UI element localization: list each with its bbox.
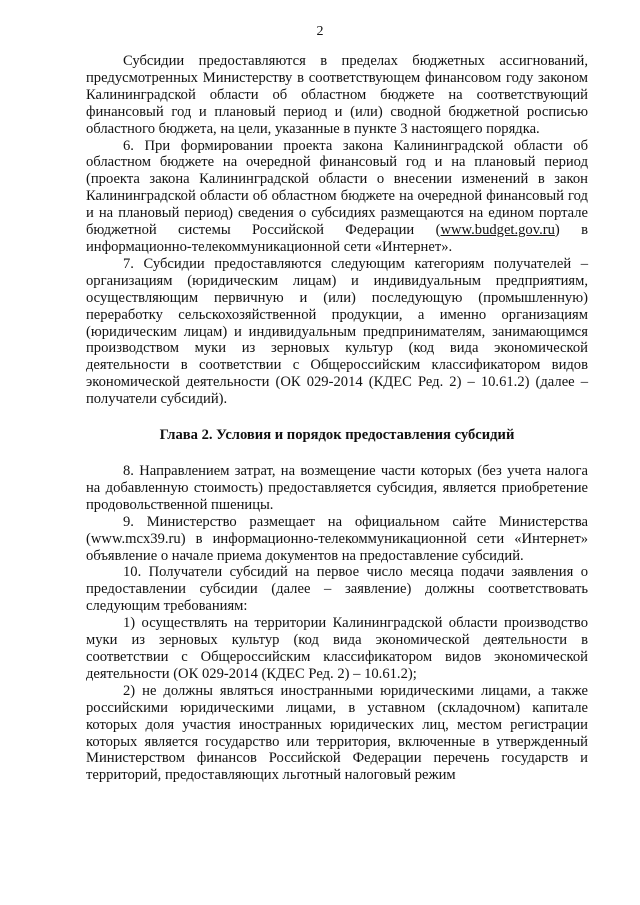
paragraph-10-item-2: 2) не должны являться иностранными юридическими лицами, а также российскими юридическими лицами, в уставном (складочном) капитале которых доля участия иностранных юридических лиц, местом регистрации которых является государство или территория, включенные в утвержденный Министерством финансов Российской Федерации перечень государств и территорий, предоставляющих льготный налоговый режим [86,682,588,784]
paragraph-6 [86,138,588,256]
document-body [86,53,588,784]
paragraph-6-text: 6. При формировании проекта закона Калининградской области об областном бюджете на очередной финансовый год и на плановый период (проекта закона Калининградской области о внесении изменений в закон Калининградской области об областном бюджете на очередной финансовый год и на плановый период) сведения о субсидиях размещаются на едином портале бюджетной системы Российской Федерации ( [86,137,588,239]
paragraph-10: 10. Получатели субсидий на первое число месяца подачи заявления о предоставлении субсидии (далее – заявление) должны соответствовать следующим требованиям: [86,564,588,615]
page-number: 2 [316,24,324,39]
paragraph-subsidies-limits: Субсидии предоставляются в пределах бюджетных ассигнований, предусмотренных Министерству в соответствующем финансовом году законом Калининградской области об областном бюджете на соответствующий финансовый год и плановый период и (или) сводной бюджетной росписью областного бюджета, на цели, указанные в пункте 3 настоящего порядка. [86,53,588,137]
paragraph-9: 9. Министерство размещает на официальном сайте Министерства (www.mcx39.ru) в информационно-телекоммуникационной сети «Интернет» объявление о начале приема документов на предоставление субсидий. [86,513,588,564]
paragraph-6-tail: ) в информационно-телекоммуникационной сети «Интернет». [86,222,588,255]
paragraph-7: 7. Субсидии предоставляются следующим категориям получателей – организациям (юридическим лицам) и индивидуальным предприятиям, осуществляющим первичную и (или) последующую (промышленную) переработку сельскохозяйственной продукции, а именно организациям (юридическим лицам) и индивидуальным предпринимателям, занимающимся производством муки из зерновых культур (код вида экономической деятельности в соответствии с Общероссийским классификатором видов экономической деятельности (ОК 029-2014 (КДЕС Ред. 2) – 10.61.2) (далее – получатели субсидий). [86,255,588,408]
paragraph-8: 8. Направлением затрат, на возмещение части которых (без учета налога на добавленную стоимость) предоставляется субсидия, является приобретение продовольственной пшеницы. [86,463,588,513]
chapter-2-heading: Глава 2. Условия и порядок предоставления субсидий [159,427,515,444]
budget-portal-link[interactable]: www.budget.gov.ru [440,222,555,239]
paragraph-10-item-1: 1) осуществлять на территории Калининградской области производство муки из зерновых культур (код вида экономической деятельности в соответствии с Общероссийским классификатором видов экономической деятельности (ОК 029-2014 (КДЕС Ред. 2) – 10.61.2); [86,615,588,682]
